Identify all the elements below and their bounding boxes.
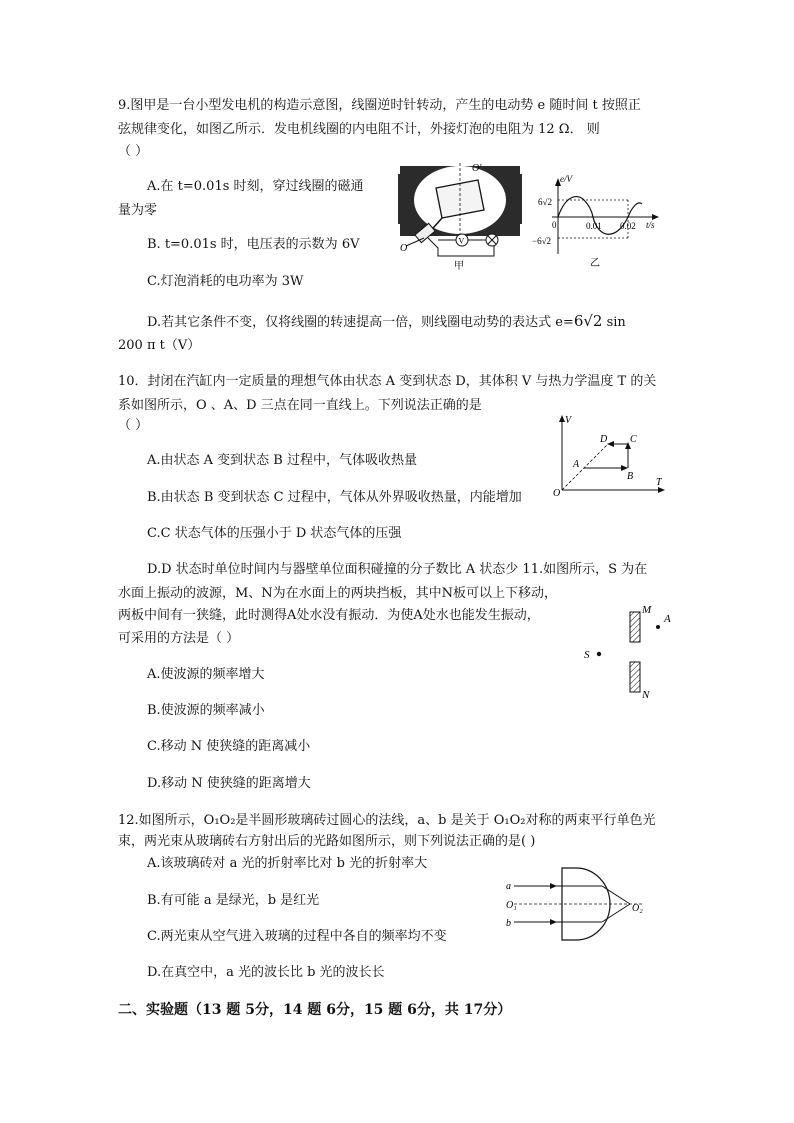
q12-figure-semicircle-glass: [502, 864, 682, 944]
axis-label-e: e/V: [560, 174, 572, 184]
q10-option-a: A.由状态 A 变到状态 B 过程中，气体吸收热量: [147, 453, 417, 468]
q11-option-a: A.使波源的频率增大: [147, 667, 265, 682]
q9-option-d-line-1: D.若其它条件不变，仅将线圈的转速提高一倍，则线圈电动势的表达式 e=6√2 sin: [147, 312, 626, 330]
q12-option-c: C.两光束从空气进入玻璃的过程中各自的频率均不变: [147, 929, 447, 944]
q9-option-a-line-2: 量为零: [118, 203, 158, 218]
q11-stem-line-4: 可采用的方法是（ ）: [118, 631, 240, 646]
label-o-prime: O′: [472, 163, 482, 174]
q9-figure-jia-generator: [398, 158, 523, 270]
q11-stem-line-2: 水面上振动的波源，M、N为在水面上的两块挡板，其中N板可以上下移动，: [118, 586, 558, 601]
label-a: A: [573, 459, 580, 470]
q9-option-b: B. t=0.01s 时，电压表的示数为 6V: [147, 237, 360, 252]
q9-option-c: C.灯泡消耗的电功率为 3W: [147, 274, 304, 289]
label-b: B: [627, 471, 634, 482]
q12-stem-line-2: 束，两光束从玻璃砖右方射出后的光路如图所示，则下列说法正确的是( ): [118, 834, 536, 849]
svg-text:0: 0: [552, 220, 557, 230]
axis-label-t: t/s: [646, 220, 655, 230]
label-v: V: [565, 415, 572, 426]
q11-option-d: D.移动 N 使狭缝的距离增大: [147, 776, 311, 791]
q10-stem-line-2: 系如图所示，O 、A、D 三点在同一直线上。下列说法正确的是: [118, 398, 482, 413]
label-o2: O₂: [632, 903, 643, 914]
label-s: S: [584, 649, 590, 661]
q11-option-c: C.移动 N 使狭缝的距离减小: [147, 739, 311, 754]
tick-neg: −6√2: [532, 236, 552, 246]
q10-answer-bracket: （ ）: [118, 418, 149, 433]
q9-stem-line-2: 弦规律变化，如图乙所示．发电机线圈的内电阻不计，外接灯泡的电阻为 12 Ω． 则: [118, 122, 600, 137]
point-a: [656, 625, 660, 629]
q10-stem-line-1: 10．封闭在汽缸内一定质量的理想气体由状态 A 变到状态 D，其体积 V 与热力学温度 T 的关: [118, 374, 657, 389]
q11-stem-line-3: 两板中间有一狭缝，此时测得A处水没有振动．为使A处水也能发生振动，: [118, 608, 540, 623]
q11-figure-wave-baffles: [580, 598, 680, 702]
baffle-m: [630, 612, 640, 642]
baffle-n: [630, 662, 640, 692]
tick-pos: 6√2: [538, 197, 552, 207]
wave-source-s: [597, 652, 601, 656]
label-a: A: [664, 613, 671, 625]
section-2-heading: 二、实验题（13 题 5分，14 题 6分，15 题 6分，共 17分）: [118, 1002, 512, 1018]
line-oad: [562, 444, 608, 490]
q11-option-b: B.使波源的频率减小: [147, 703, 265, 718]
q10-option-b: B.由状态 B 变到状态 C 过程中，气体从外界吸收热量，内能增加: [147, 490, 522, 505]
label-t: T: [656, 477, 662, 488]
svg-text:V: V: [458, 236, 465, 246]
label-n: N: [642, 689, 650, 701]
q9-option-a-line-1: A.在 t=0.01s 时刻，穿过线圈的磁通: [147, 179, 364, 194]
q9-option-d-line-2: 200 π t（V）: [118, 338, 201, 353]
label-o1: O₁: [506, 900, 517, 911]
q12-option-d: D.在真空中，a 光的波长比 b 光的波长长: [147, 965, 385, 980]
q10-option-c: C.C 状态气体的压强小于 D 状态气体的压强: [147, 526, 402, 541]
tick-0-01: 0.01: [586, 221, 602, 231]
figure-yi-label: 乙: [590, 258, 600, 269]
q12-stem-line-1: 12.如图所示，O₁O₂是半圆形玻璃砖过圆心的法线，a、b 是关于 O₁O₂对称的两束平行单色光: [118, 813, 656, 828]
label-d: D: [600, 434, 608, 445]
figure-jia-label: 甲: [454, 261, 464, 270]
q12-option-a: A.该玻璃砖对 a 光的折射率比对 b 光的折射率大: [147, 856, 428, 871]
q10-option-d: D.D 状态时单位时间内与器壁单位面积碰撞的分子数比 A 状态少 11.如图所示，S 为在: [147, 562, 648, 577]
q9-stem-line-1: 9.图甲是一台小型发电机的构造示意图，线圈逆时针转动，产生的电动势 e 随时间 t 按照正: [118, 98, 641, 113]
q10-figure-v-t-diagram: [550, 412, 670, 498]
label-o: O: [553, 488, 561, 498]
label-m: M: [642, 604, 652, 616]
tick-0-02: 0.02: [620, 221, 636, 231]
label-a: a: [506, 881, 511, 892]
label-c: C: [630, 434, 637, 445]
label-b: b: [506, 918, 511, 929]
q12-option-b: B.有可能 a 是绿光，b 是红光: [147, 893, 320, 908]
q9-figure-yi-emf-graph: [528, 172, 668, 270]
label-o: O: [400, 243, 408, 254]
q9-answer-bracket: （ ）: [118, 144, 149, 159]
